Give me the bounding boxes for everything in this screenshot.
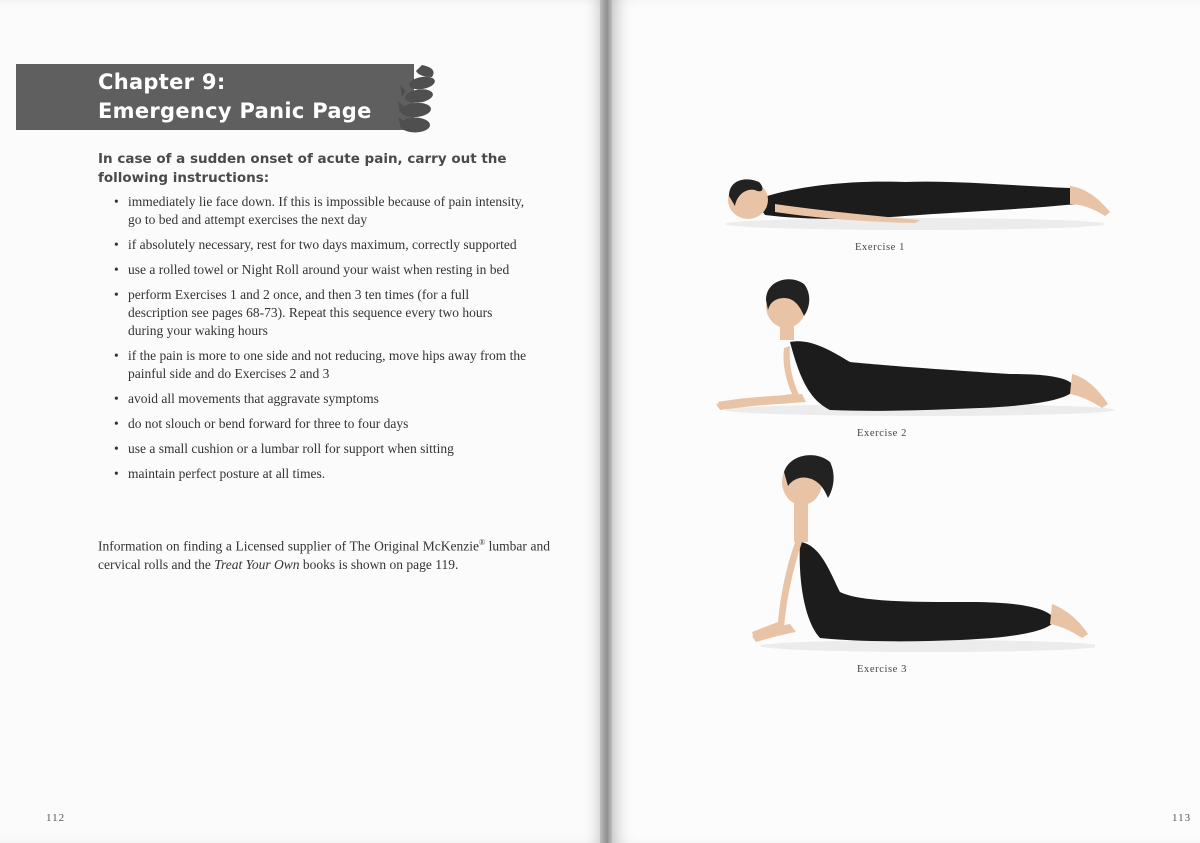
chapter-number: Chapter 9: [98,70,226,94]
chapter-title [98,68,372,126]
instruction-list [110,193,530,490]
list-item: • use a small cushion or a lumbar roll for support when sitting [114,441,454,456]
exercise-2-caption: Exercise 2 [856,428,908,439]
page-number-right: 113 [1172,812,1192,824]
chapter-name: Emergency Panic Page [98,99,372,123]
list-item: • do not slouch or bend forward for three to four days [114,416,409,431]
list-item: • if the pain is more to one side and not reducing, move hips away from the painful side and do Exercises 2 and 3 [114,348,527,381]
exercise-2-figure [710,270,1115,420]
list-item: • use a rolled towel or Night Roll around your waist when resting in bed [114,262,510,277]
supplier-info: Information on finding a Licensed supplier of The Original McKenzie® lumbar and cervical rolls and the Treat Your Own books is shown on page 119. [98,538,550,572]
list-item: • if absolutely necessary, rest for two days maximum, correctly supported [114,237,517,252]
intro-heading: In case of a sudden onset of acute pain, carry out the following instructions: [98,151,507,186]
right-page [612,0,1200,843]
list-item: • maintain perfect posture at all times. [114,466,326,481]
exercise-3-figure [750,452,1095,657]
list-item: • avoid all movements that aggravate symptoms [114,391,379,406]
page-number-left: 112 [46,812,66,824]
list-item: • immediately lie face down. If this is impossible because of pain intensity, go to bed and attempt exercises the next day [114,194,525,227]
spine-vertebrae-icon [392,55,442,135]
exercise-1-figure [715,160,1115,235]
exercise-3-caption: Exercise 3 [856,664,908,675]
list-item: • perform Exercises 1 and 2 once, and then 3 ten times (for a full description see pages 68-73). Repeat this sequence every two hours during your waking hours [114,287,493,338]
exercise-1-caption: Exercise 1 [854,242,906,253]
